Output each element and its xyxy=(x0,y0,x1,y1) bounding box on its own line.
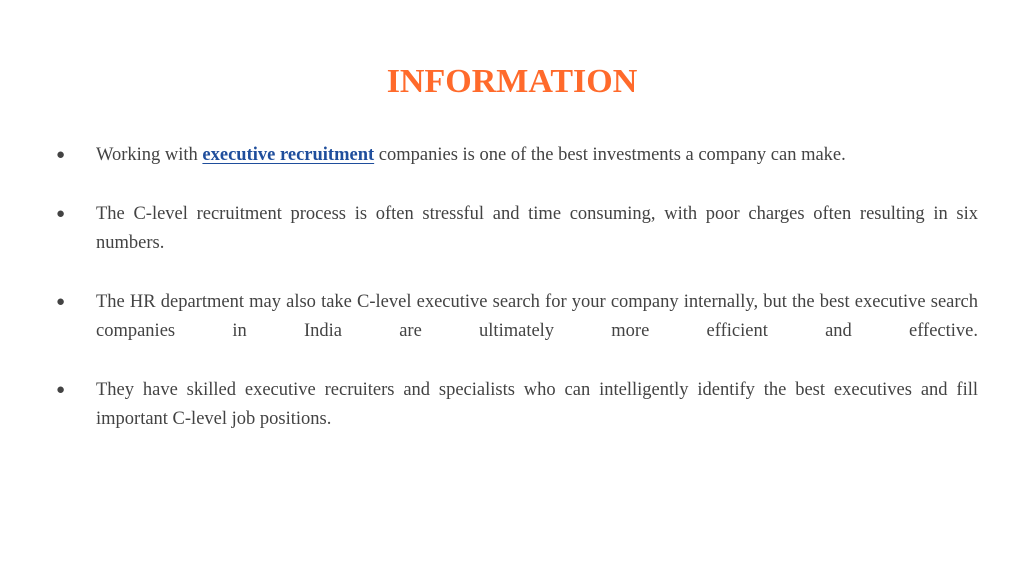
bullet-icon: ● xyxy=(56,381,66,398)
bullet-text-1-after: companies is one of the best investments a company can make. xyxy=(374,145,846,165)
bullet-text-4: They have skilled executive recruiters and specialists who can intelligently identify the best executives and fill important C-level job positions. xyxy=(96,379,978,429)
bullet-item-4 xyxy=(56,376,978,435)
bullet-item-3 xyxy=(56,288,978,347)
bullet-icon: ● xyxy=(56,147,66,163)
bullet-list xyxy=(56,141,978,464)
executive-recruitment-link[interactable]: executive recruitment xyxy=(202,145,375,165)
bullet-text-1-before: Working with xyxy=(96,145,203,165)
bullet-icon: ● xyxy=(56,293,66,310)
bullet-text-1 xyxy=(96,145,846,165)
bullet-item-2 xyxy=(56,200,978,259)
bullet-text-3: The HR department may also take C-level executive search for your company internally, but the best executive search companies in India are ultimately more efficient and effective. xyxy=(96,291,978,341)
slide-title: INFORMATION xyxy=(386,63,638,100)
bullet-text-2: The C-level recruitment process is often stressful and time consuming, with poor charges often resulting in six numbers. xyxy=(96,203,978,253)
bullet-item-1 xyxy=(56,141,978,171)
bullet-icon: ● xyxy=(56,205,66,222)
